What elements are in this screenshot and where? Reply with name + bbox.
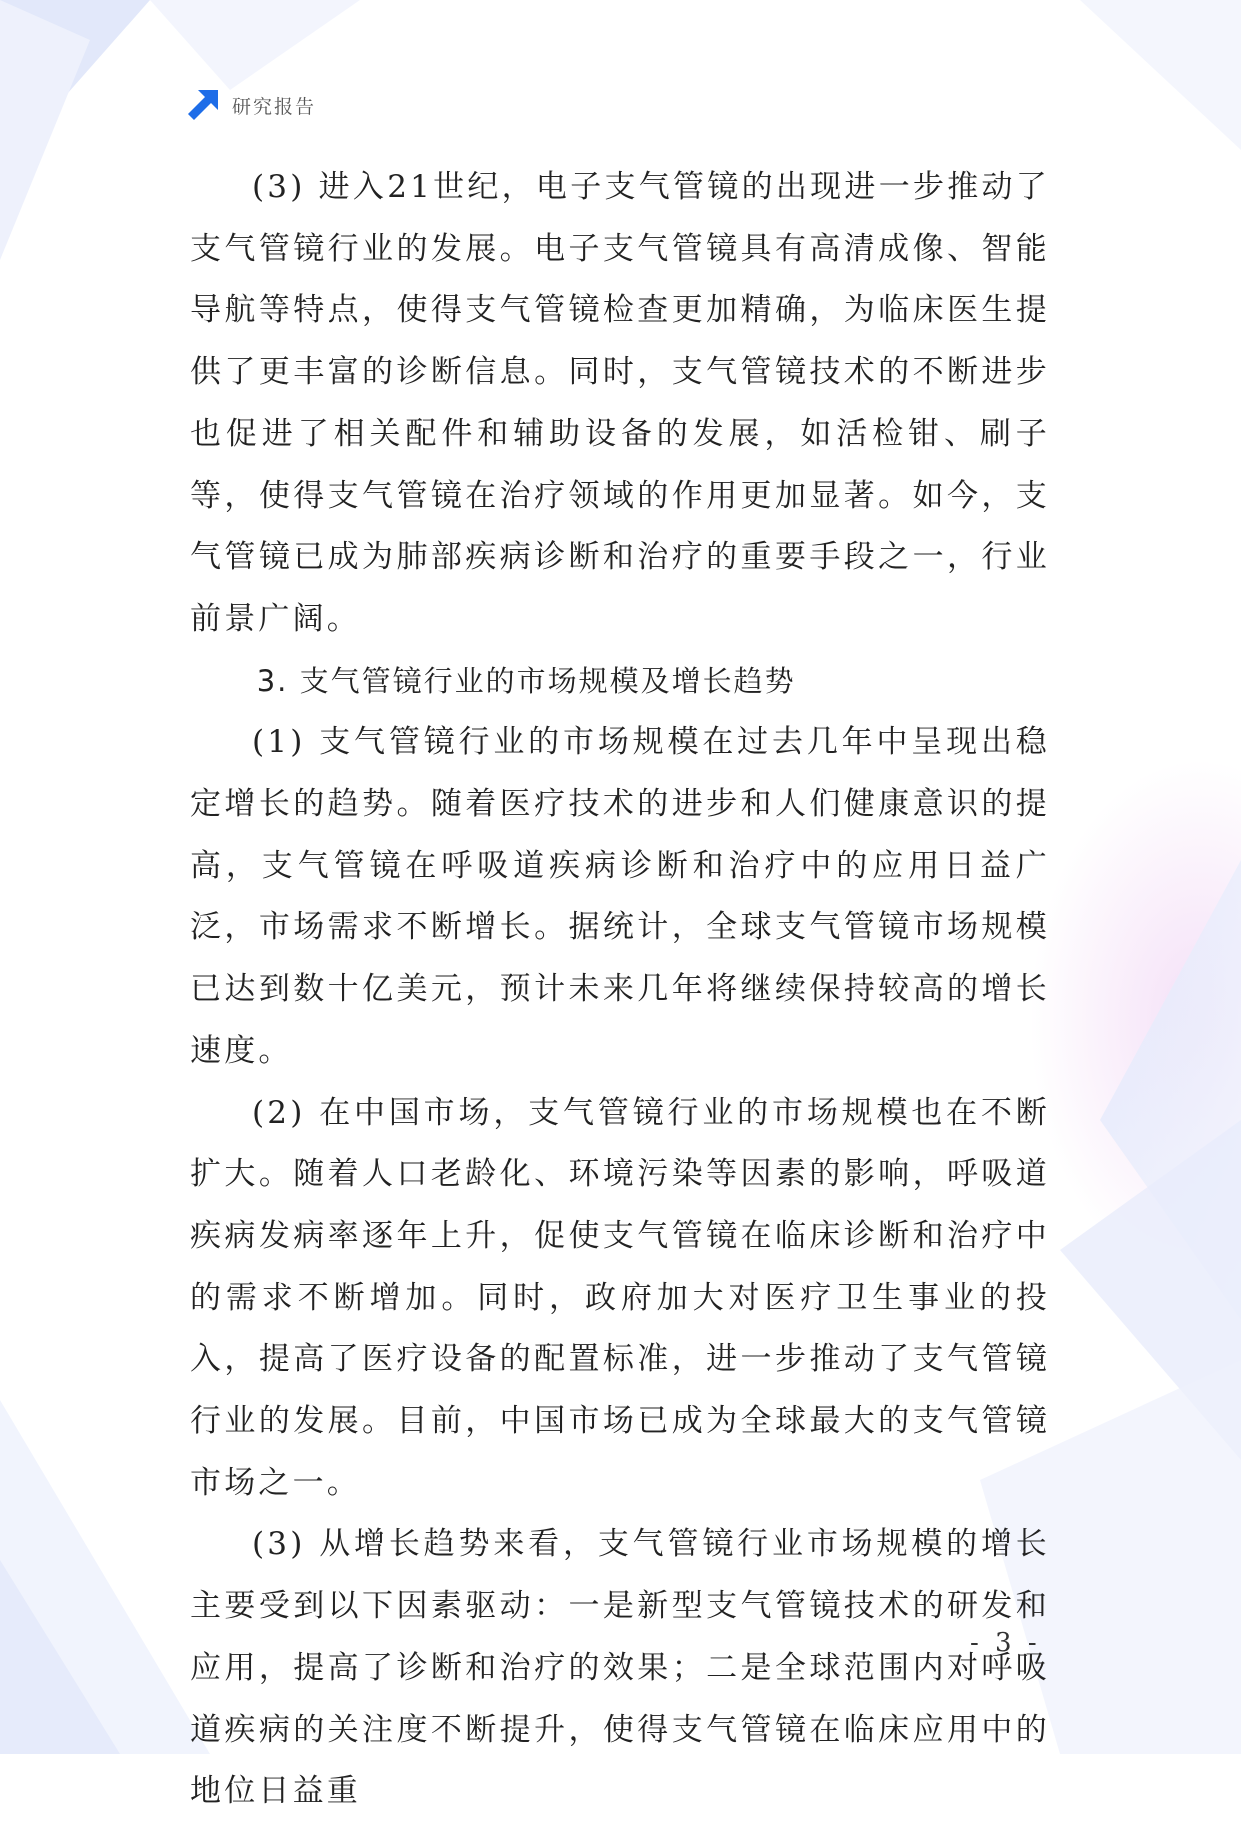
paragraph-4: (3) 从增长趋势来看，支气管镜行业市场规模的增长主要受到以下因素驱动：一是新型支气管镜技术的研发和应用，提高了诊断和治疗的效果；二是全球范围内对呼吸道疾病的关注度不断提升，使得支气管镜在临床应用中的地位日益重 xyxy=(190,1526,1050,1810)
arrow-up-right-icon xyxy=(186,88,220,122)
section-heading: 3. 支气管镜行业的市场规模及增长趋势 xyxy=(256,663,796,698)
paragraph-3: (2) 在中国市场，支气管镜行业的市场规模也在不断扩大。随着人口老龄化、环境污染等因素的影响，呼吸道疾病发病率逐年上升，促使支气管镜在临床诊断和治疗中的需求不断增加。同时，政府加大对医疗卫生事业的投入，提高了医疗设备的配置标准，进一步推动了支气管镜行业的发展。目前，中国市场已成为全球最大的支气管镜市场之一。 xyxy=(190,1094,1050,1501)
paragraph-2: (1) 支气管镜行业的市场规模在过去几年中呈现出稳定增长的趋势。随着医疗技术的进步和人们健康意识的提高，支气管镜在呼吸道疾病诊断和治疗中的应用日益广泛，市场需求不断增长。据统计，全球支气管镜市场规模已达到数十亿美元，预计未来几年将继续保持较高的增长速度。 xyxy=(190,724,1050,1069)
page-number: - 3 - xyxy=(970,1628,1041,1658)
report-header xyxy=(186,87,316,123)
header-title: 研究报告 xyxy=(232,95,317,118)
document-body xyxy=(190,157,1050,1823)
paragraph-1: (3) 进入21世纪，电子支气管镜的出现进一步推动了支气管镜行业的发展。电子支气管镜具有高清成像、智能导航等特点，使得支气管镜检查更加精确，为临床医生提供了更丰富的诊断信息。同时，支气管镜技术的不断进步也促进了相关配件和辅助设备的发展，如活检钳、刷子等，使得支气管镜在治疗领域的作用更加显著。如今，支气管镜已成为肺部疾病诊断和治疗的重要手段之一，行业前景广阔。 xyxy=(190,169,1050,637)
